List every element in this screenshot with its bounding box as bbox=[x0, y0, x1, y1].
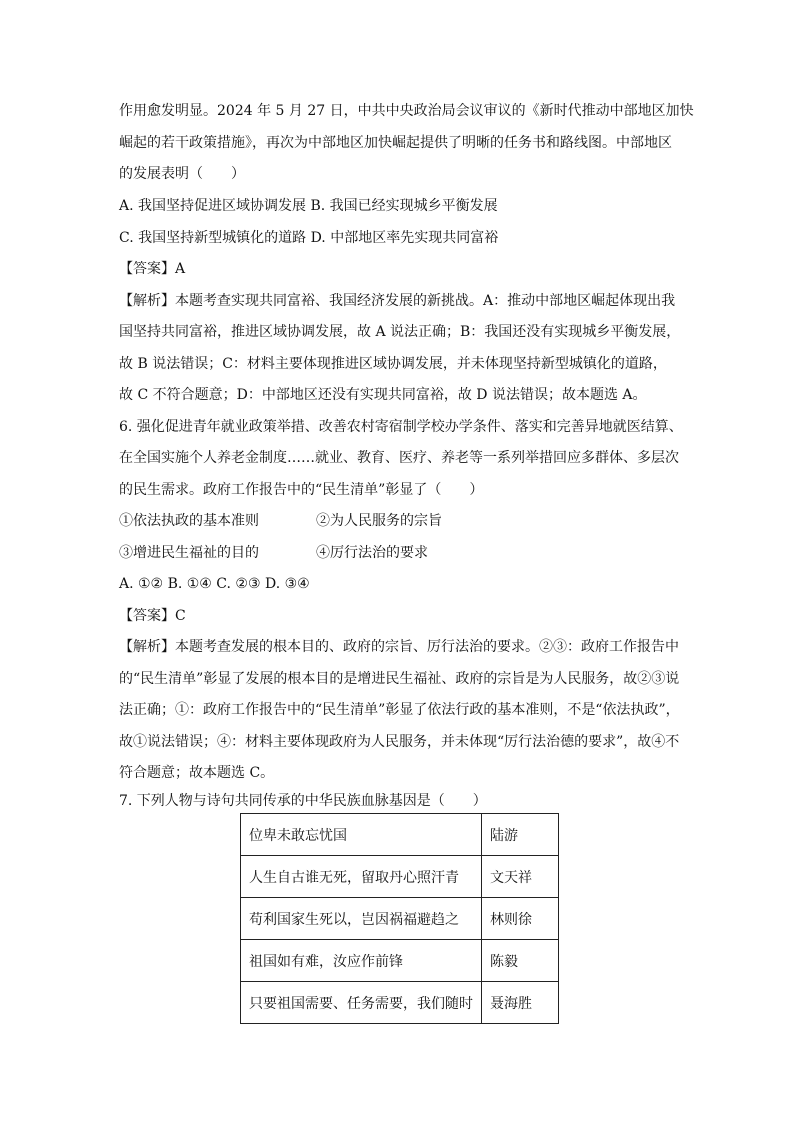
q6-choices: A. ①② B. ①④ C. ②③ D. ③④ bbox=[119, 576, 310, 592]
q5-analysis-line-2: 国坚持共同富裕，推进区域协调发展，故 A 说法正确；B：我国还没有实现城乡平衡发展， bbox=[119, 324, 681, 340]
q6-stem-line-1: 6. 强化促进青年就业政策举措、改善农村寄宿制学校办学条件、落实和完善异地就医结算、 bbox=[119, 419, 683, 435]
q6-statement-1: ①依法执政的基本准则 bbox=[119, 513, 259, 529]
person-cell: 聂海胜 bbox=[482, 982, 559, 1024]
q5-answer: 【答案】A bbox=[119, 261, 186, 277]
verse-cell: 祖国如有难，汝应作前锋 bbox=[241, 940, 482, 982]
verse-table bbox=[240, 813, 559, 1024]
person-cell: 陆游 bbox=[482, 814, 559, 856]
person-cell: 陈毅 bbox=[482, 940, 559, 982]
verse-cell: 苟利国家生死以，岂因祸福避趋之 bbox=[241, 898, 482, 940]
person-cell: 文天祥 bbox=[482, 856, 559, 898]
q7-stem: 7. 下列人物与诗句共同传承的中华民族血脉基因是（ ） bbox=[119, 793, 487, 809]
q5-analysis-line-3: 故 B 说法错误；C：材料主要体现推进区域协调发展，并未体现坚持新型城镇化的道路， bbox=[119, 356, 667, 372]
table-row bbox=[241, 814, 559, 856]
q6-answer: 【答案】C bbox=[119, 608, 186, 624]
verse-cell: 只要祖国需要、任务需要，我们随时 bbox=[241, 982, 482, 1024]
q6-statement-4: ④厉行法治的要求 bbox=[316, 545, 428, 561]
person-cell: 林则徐 bbox=[482, 898, 559, 940]
q6-analysis-line-1: 【解析】本题考查发展的根本目的、政府的宗旨、厉行法治的要求。②③：政府工作报告中 bbox=[119, 639, 679, 655]
q5-stem-line-1: 作用愈发明显。2024 年 5 月 27 日，中共中央政治局会议审议的《新时代推动中部地区加快 bbox=[119, 103, 694, 119]
q5-options-line-1: A. 我国坚持促进区域协调发展 B. 我国已经实现城乡平衡发展 bbox=[119, 198, 498, 214]
table-row bbox=[241, 898, 559, 940]
q6-analysis-line-5: 符合题意；故本题选 C。 bbox=[119, 765, 275, 781]
table-row bbox=[241, 856, 559, 898]
q6-stem-line-3: 的民生需求。政府工作报告中的“民生清单”彰显了（ ） bbox=[119, 482, 484, 498]
q6-analysis-line-4: 故①说法错误；④：材料主要体现政府为人民服务，并未体现“厉行法治德的要求”，故④不 bbox=[119, 734, 680, 750]
q5-options-line-2: C. 我国坚持新型城镇化的道路 D. 中部地区率先实现共同富裕 bbox=[119, 230, 499, 246]
table-row bbox=[241, 940, 559, 982]
q6-stem-line-2: 在全国实施个人养老金制度……就业、教育、医疗、养老等一系列举措回应多群体、多层次 bbox=[119, 450, 679, 466]
q6-statement-3: ③增进民生福祉的目的 bbox=[119, 545, 259, 561]
q5-stem-line-2: 崛起的若干政策措施》，再次为中部地区加快崛起提供了明晰的任务书和路线图。中部地区 bbox=[119, 135, 672, 151]
verse-cell: 人生自古谁无死，留取丹心照汗青 bbox=[241, 856, 482, 898]
q6-statement-2: ②为人民服务的宗旨 bbox=[316, 513, 442, 529]
q5-stem-line-3: 的发展表明（ ） bbox=[119, 166, 245, 182]
verse-cell: 位卑未敢忘忧国 bbox=[241, 814, 482, 856]
q6-analysis-line-2: 的“民生清单”彰显了发展的根本目的是增进民生福祉、政府的宗旨是为人民服务，故②③说 bbox=[119, 671, 680, 687]
q5-analysis-line-1: 【解析】本题考查实现共同富裕、我国经济发展的新挑战。A：推动中部地区崛起体现出我 bbox=[119, 293, 676, 309]
q5-analysis-line-4: 故 C 不符合题意；D：中部地区还没有实现共同富裕，故 D 说法错误；故本题选 A。 bbox=[119, 387, 647, 403]
q6-analysis-line-3: 法正确；①：政府工作报告中的“民生清单”彰显了依法行政的基本准则，不是“依法执政”， bbox=[119, 702, 680, 718]
table-row bbox=[241, 982, 559, 1024]
